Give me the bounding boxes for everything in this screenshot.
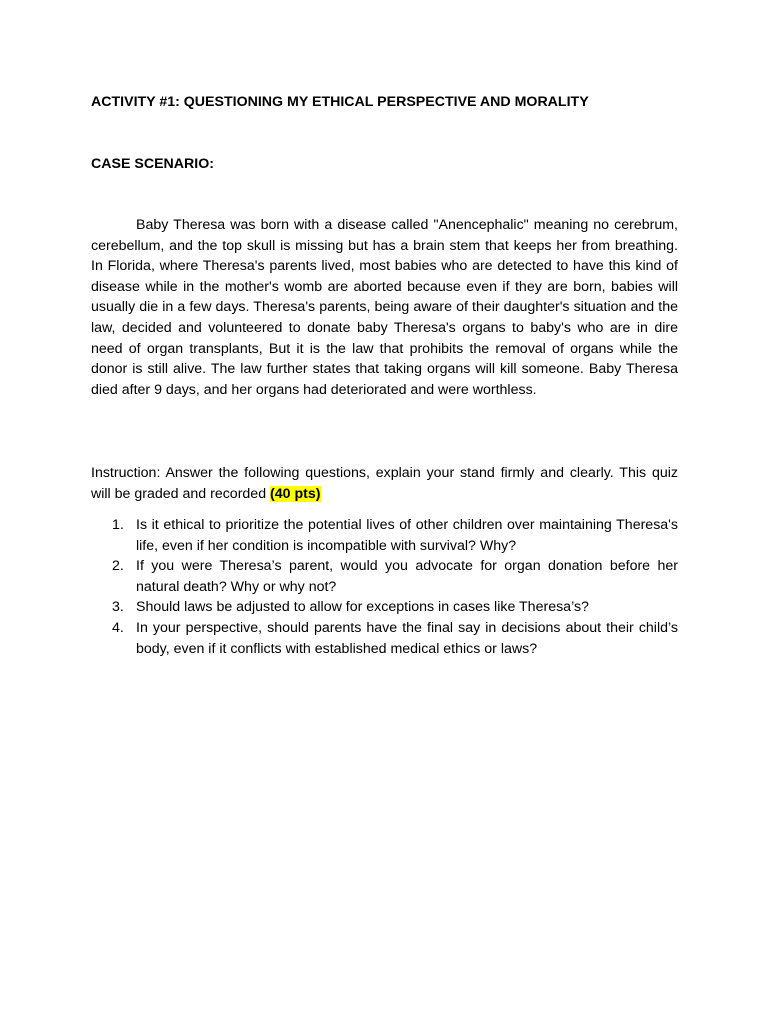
case-scenario-heading: CASE SCENARIO: — [91, 156, 214, 172]
scenario-paragraph: Baby Theresa was born with a disease called "Anencephalic" meaning no cerebrum, cerebellum, and the top skull is missing but has a brain stem that keeps her from breathing. In Florida, where Theresa's parents lived, most babies who are detected to have this kind of disease while in the mother's womb are aborted because even if they are born, babies will usually die in a few days. Theresa's parents, being aware of their daughter's situation and the law, decided and volunteered to donate baby Theresa's organs to baby's who are in dire need of organ transplants, But it is the law that prohibits the removal of organs while the donor is still alive. The law further states that taking organs will kill someone. Baby Theresa died after 9 days, and her organs had deteriorated and were worthless. — [91, 217, 678, 398]
question-text: Should laws be adjusted to allow for exceptions in cases like Theresa’s? — [136, 599, 589, 616]
question-item — [91, 515, 678, 556]
instruction-paragraph — [91, 463, 678, 504]
question-list — [91, 515, 678, 659]
question-text: If you were Theresa’s parent, would you advocate for organ donation before her natural death? Why or why not? — [136, 558, 678, 595]
question-item — [91, 597, 678, 618]
question-number: 4. — [112, 619, 124, 636]
activity-title: ACTIVITY #1: QUESTIONING MY ETHICAL PERSPECTIVE AND MORALITY — [91, 94, 589, 110]
instruction-text: Instruction: Answer the following questions, explain your stand firmly and clearly. This quiz will be graded and recorded — [91, 465, 678, 502]
question-text: In your perspective, should parents have the final say in decisions about their child’s body, even if it conflicts with established medical ethics or laws? — [136, 619, 678, 657]
question-number: 1. — [112, 517, 124, 533]
question-number: 3. — [112, 599, 124, 616]
question-item — [91, 556, 678, 597]
question-item — [91, 618, 678, 659]
question-text: Is it ethical to prioritize the potential lives of other children over maintaining Theresa's life, even if her condition is incompatible with survival? Why? — [136, 517, 678, 554]
points-highlight: (40 pts) — [270, 485, 321, 502]
question-number: 2. — [112, 558, 124, 575]
